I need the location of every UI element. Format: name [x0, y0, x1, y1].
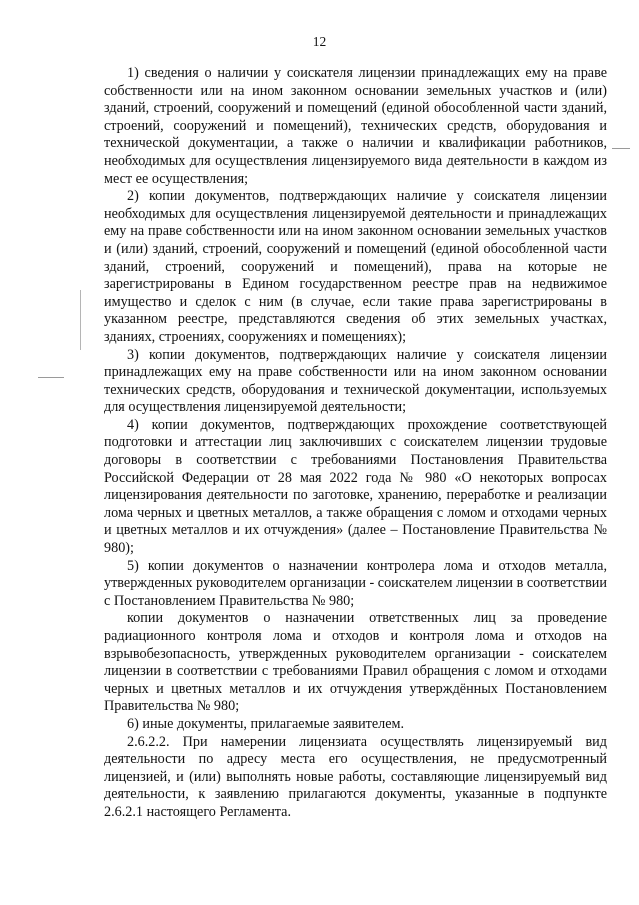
paragraph-item-1: 1) сведения о наличии у соискателя лицензии принадлежащих ему на праве собственности или на ином законном основании земельных участков и (или) зданий, строений, сооружений и помещений (единой обособленной части зданий, строений, сооружений и помещений), технических средств, оборудования и технической документации, а также о наличии и квалификации работников, необходимых для осуществления лицензируемого вида деятельности в каждом из мест ее осуществления;	[104, 65, 607, 187]
paragraph-item-2: 2) копии документов, подтверждающих наличие у соискателя лицензии необходимых для осуществления лицензируемой деятельности и принадлежащих ему на праве собственности или на ином законном основании земельных участков и (или) зданий, строений, сооружений и помещений (единой обособленной части зданий, строений, сооружений и помещений), права на которые не зарегистрированы в Едином государственном реестре прав на недвижимое имущество и сделок с ним (в случае, если такие права зарегистрированы в указанном реестре, представляются сведения об этих земельных участках, зданиях, строениях, сооружениях и помещениях);	[104, 188, 607, 345]
paragraph-item-3: 3) копии документов, подтверждающих наличие у соискателя лицензии принадлежащих ему на праве собственности или на ином законном основании технических средств, оборудования и технической документации, используемых для осуществления лицензируемой деятельности;	[104, 346, 607, 416]
document-body	[104, 65, 607, 822]
paragraph-item-5: 5) копии документов о назначении контролера лома и отходов металла, утвержденных руководителем организации - соискателем лицензии в соответствии с Постановлением Правительства № 980;	[104, 557, 607, 609]
scan-mark-vertical	[80, 290, 81, 350]
page-number: 12	[312, 34, 327, 49]
scan-mark-right	[612, 148, 630, 149]
paragraph-item-6: 6) иные документы, прилагаемые заявителем.	[127, 715, 405, 732]
scan-mark-left	[38, 377, 64, 378]
paragraph-2-6-2-2: 2.6.2.2. При намерении лицензиата осуществлять лицензируемый вид деятельности по адресу места его осуществления, не предусмотренный лицензией, и (или) выполнять новые работы, составляющие лицензируемый вид деятельности, к заявлению прилагаются документы, указанные в подпункте 2.6.2.1 настоящего Регламента.	[104, 733, 607, 820]
paragraph-responsible-persons: копии документов о назначении ответственных лиц за проведение радиационного контроля лома и отходов и контроля лома и отходов на взрывобезопасность, утвержденных руководителем организации - соискателем лицензии в соответствии с требованиями Правил обращения с ломом и отходами черных и цветных металлов и их отчуждения утверждённых Постановлением Правительства № 980;	[104, 610, 607, 715]
paragraph-item-4: 4) копии документов, подтверждающих прохождение соответствующей подготовки и аттестации лиц заключивших с соискателем лицензии трудовые договоры в соответствии с требованиями Постановления Правительства Российской Федерации от 28 мая 2022 года № 980 «О некоторых вопросах лицензирования деятельности по заготовке, хранению, переработке и реализации лома черных и цветных металлов, а также обращения с ломом и отходами черных и цветных металлов и их отчуждения» (далее – Постановление Правительства № 980);	[104, 416, 607, 557]
